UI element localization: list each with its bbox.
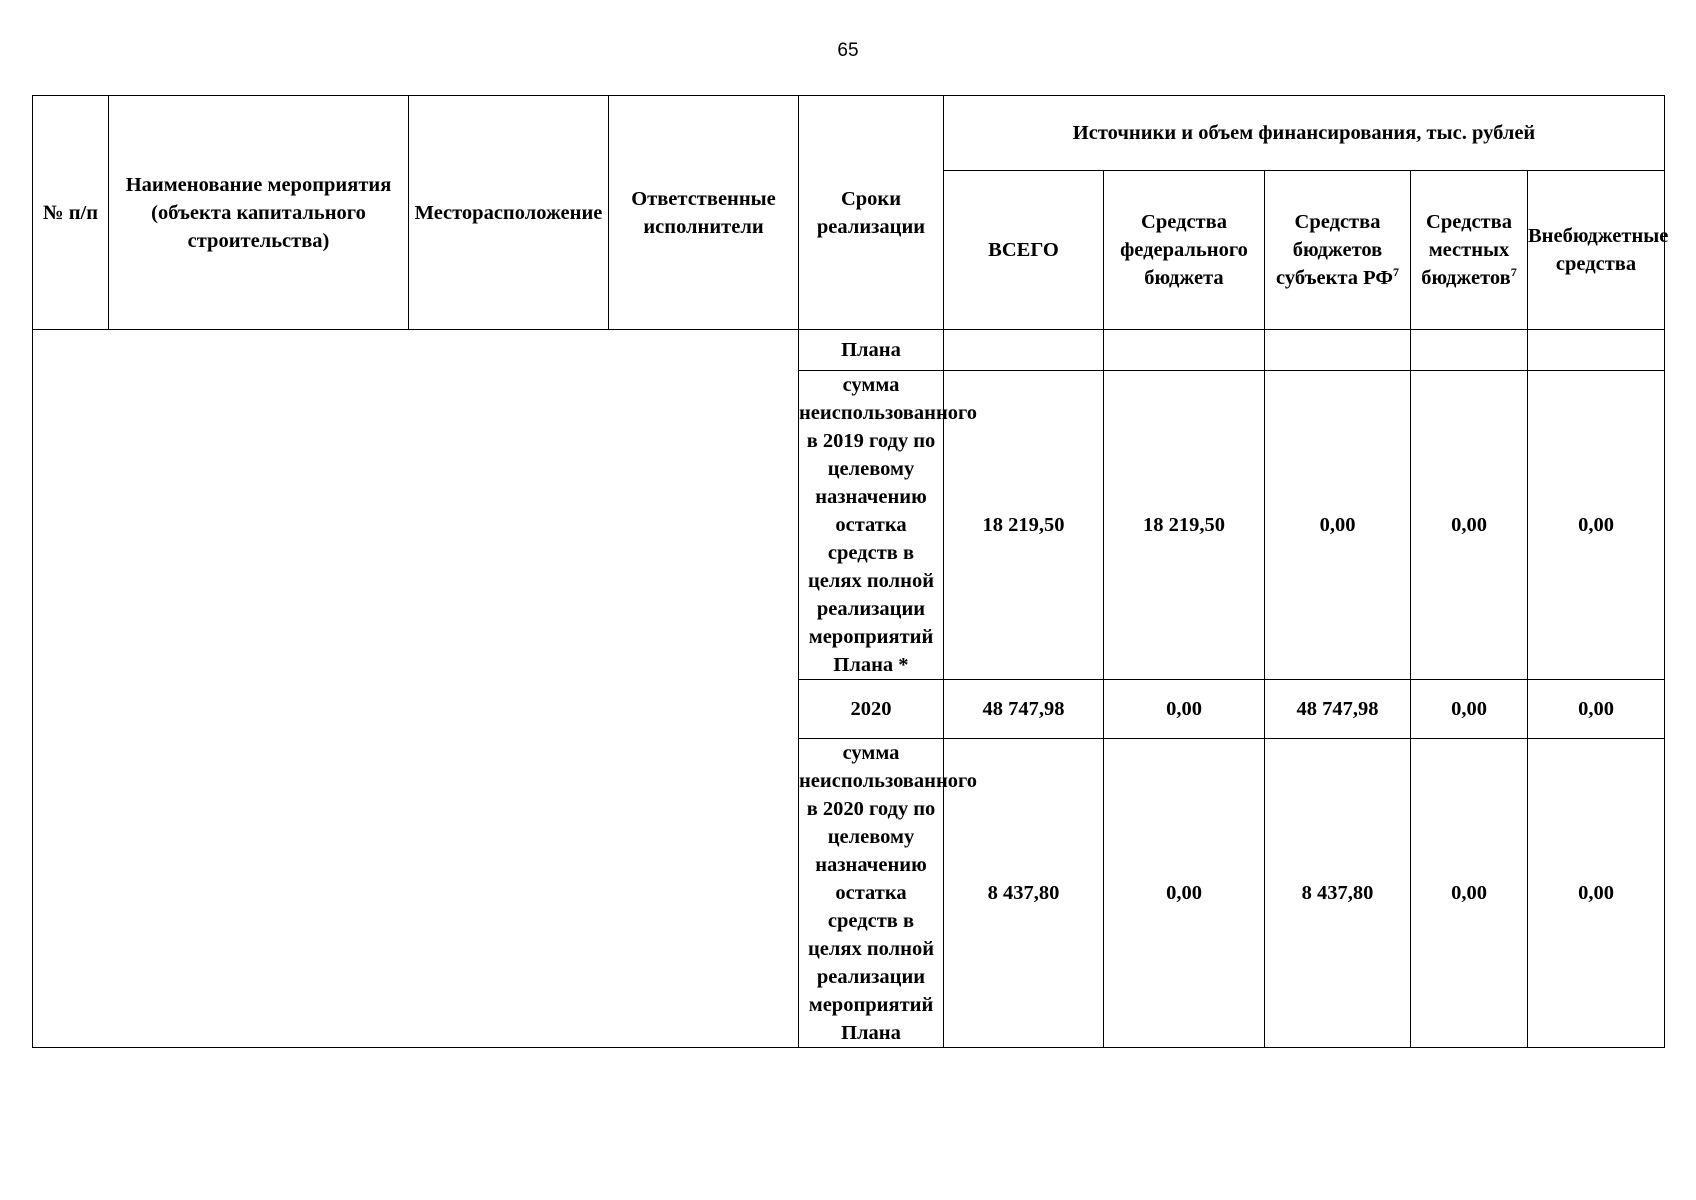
period-cell: 2020 bbox=[799, 680, 944, 739]
offbudget-cell bbox=[1528, 330, 1665, 371]
local-cell: 0,00 bbox=[1411, 680, 1528, 739]
header-location: Месторасположение bbox=[409, 96, 609, 330]
federal-cell bbox=[1104, 330, 1265, 371]
header-local-text: Средства местных бюджетов bbox=[1421, 211, 1512, 289]
subject-cell: 8 437,80 bbox=[1265, 739, 1411, 1048]
offbudget-cell: 0,00 bbox=[1528, 371, 1665, 680]
offbudget-cell: 0,00 bbox=[1528, 680, 1665, 739]
period-cell: сумма неиспользованного в 2020 году по целевому назначению остатка средств в целях полной реализации мероприятий Плана bbox=[799, 739, 944, 1048]
header-name: Наименование мероприятия (объекта капитального строительства) bbox=[109, 96, 409, 330]
federal-cell: 0,00 bbox=[1104, 739, 1265, 1048]
period-cell: Плана bbox=[799, 330, 944, 371]
local-cell: 0,00 bbox=[1411, 739, 1528, 1048]
offbudget-cell: 0,00 bbox=[1528, 739, 1665, 1048]
header-subject-text: Средства бюджетов субъекта РФ bbox=[1276, 211, 1393, 289]
subject-cell: 48 747,98 bbox=[1265, 680, 1411, 739]
header-num: № п/п bbox=[33, 96, 109, 330]
header-federal: Средства федерального бюджета bbox=[1104, 171, 1265, 330]
footnote-mark: 7 bbox=[1392, 265, 1399, 280]
subject-cell bbox=[1265, 330, 1411, 371]
federal-cell: 0,00 bbox=[1104, 680, 1265, 739]
header-sources: Источники и объем финансирования, тыс. рублей bbox=[944, 96, 1665, 171]
total-cell: 18 219,50 bbox=[944, 371, 1104, 680]
merged-blank-cell bbox=[33, 330, 799, 1048]
total-cell: 48 747,98 bbox=[944, 680, 1104, 739]
subject-cell: 0,00 bbox=[1265, 371, 1411, 680]
total-cell: 8 437,80 bbox=[944, 739, 1104, 1048]
header-row-1 bbox=[33, 96, 1665, 171]
local-cell bbox=[1411, 330, 1528, 371]
header-terms: Сроки реализации bbox=[799, 96, 944, 330]
federal-cell: 18 219,50 bbox=[1104, 371, 1265, 680]
header-subject bbox=[1265, 171, 1411, 330]
financing-table bbox=[32, 95, 1669, 1048]
page-number: 65 bbox=[837, 40, 859, 61]
header-responsible: Ответственные исполнители bbox=[609, 96, 799, 330]
header-total: ВСЕГО bbox=[944, 171, 1104, 330]
header-offbudget: Внебюджетные средства bbox=[1528, 171, 1665, 330]
total-cell bbox=[944, 330, 1104, 371]
period-cell: сумма неиспользованного в 2019 году по целевому назначению остатка средств в целях полной реализации мероприятий Плана * bbox=[799, 371, 944, 680]
table-row bbox=[33, 330, 1665, 371]
header-local bbox=[1411, 171, 1528, 330]
local-cell: 0,00 bbox=[1411, 371, 1528, 680]
footnote-mark: 7 bbox=[1510, 265, 1517, 280]
